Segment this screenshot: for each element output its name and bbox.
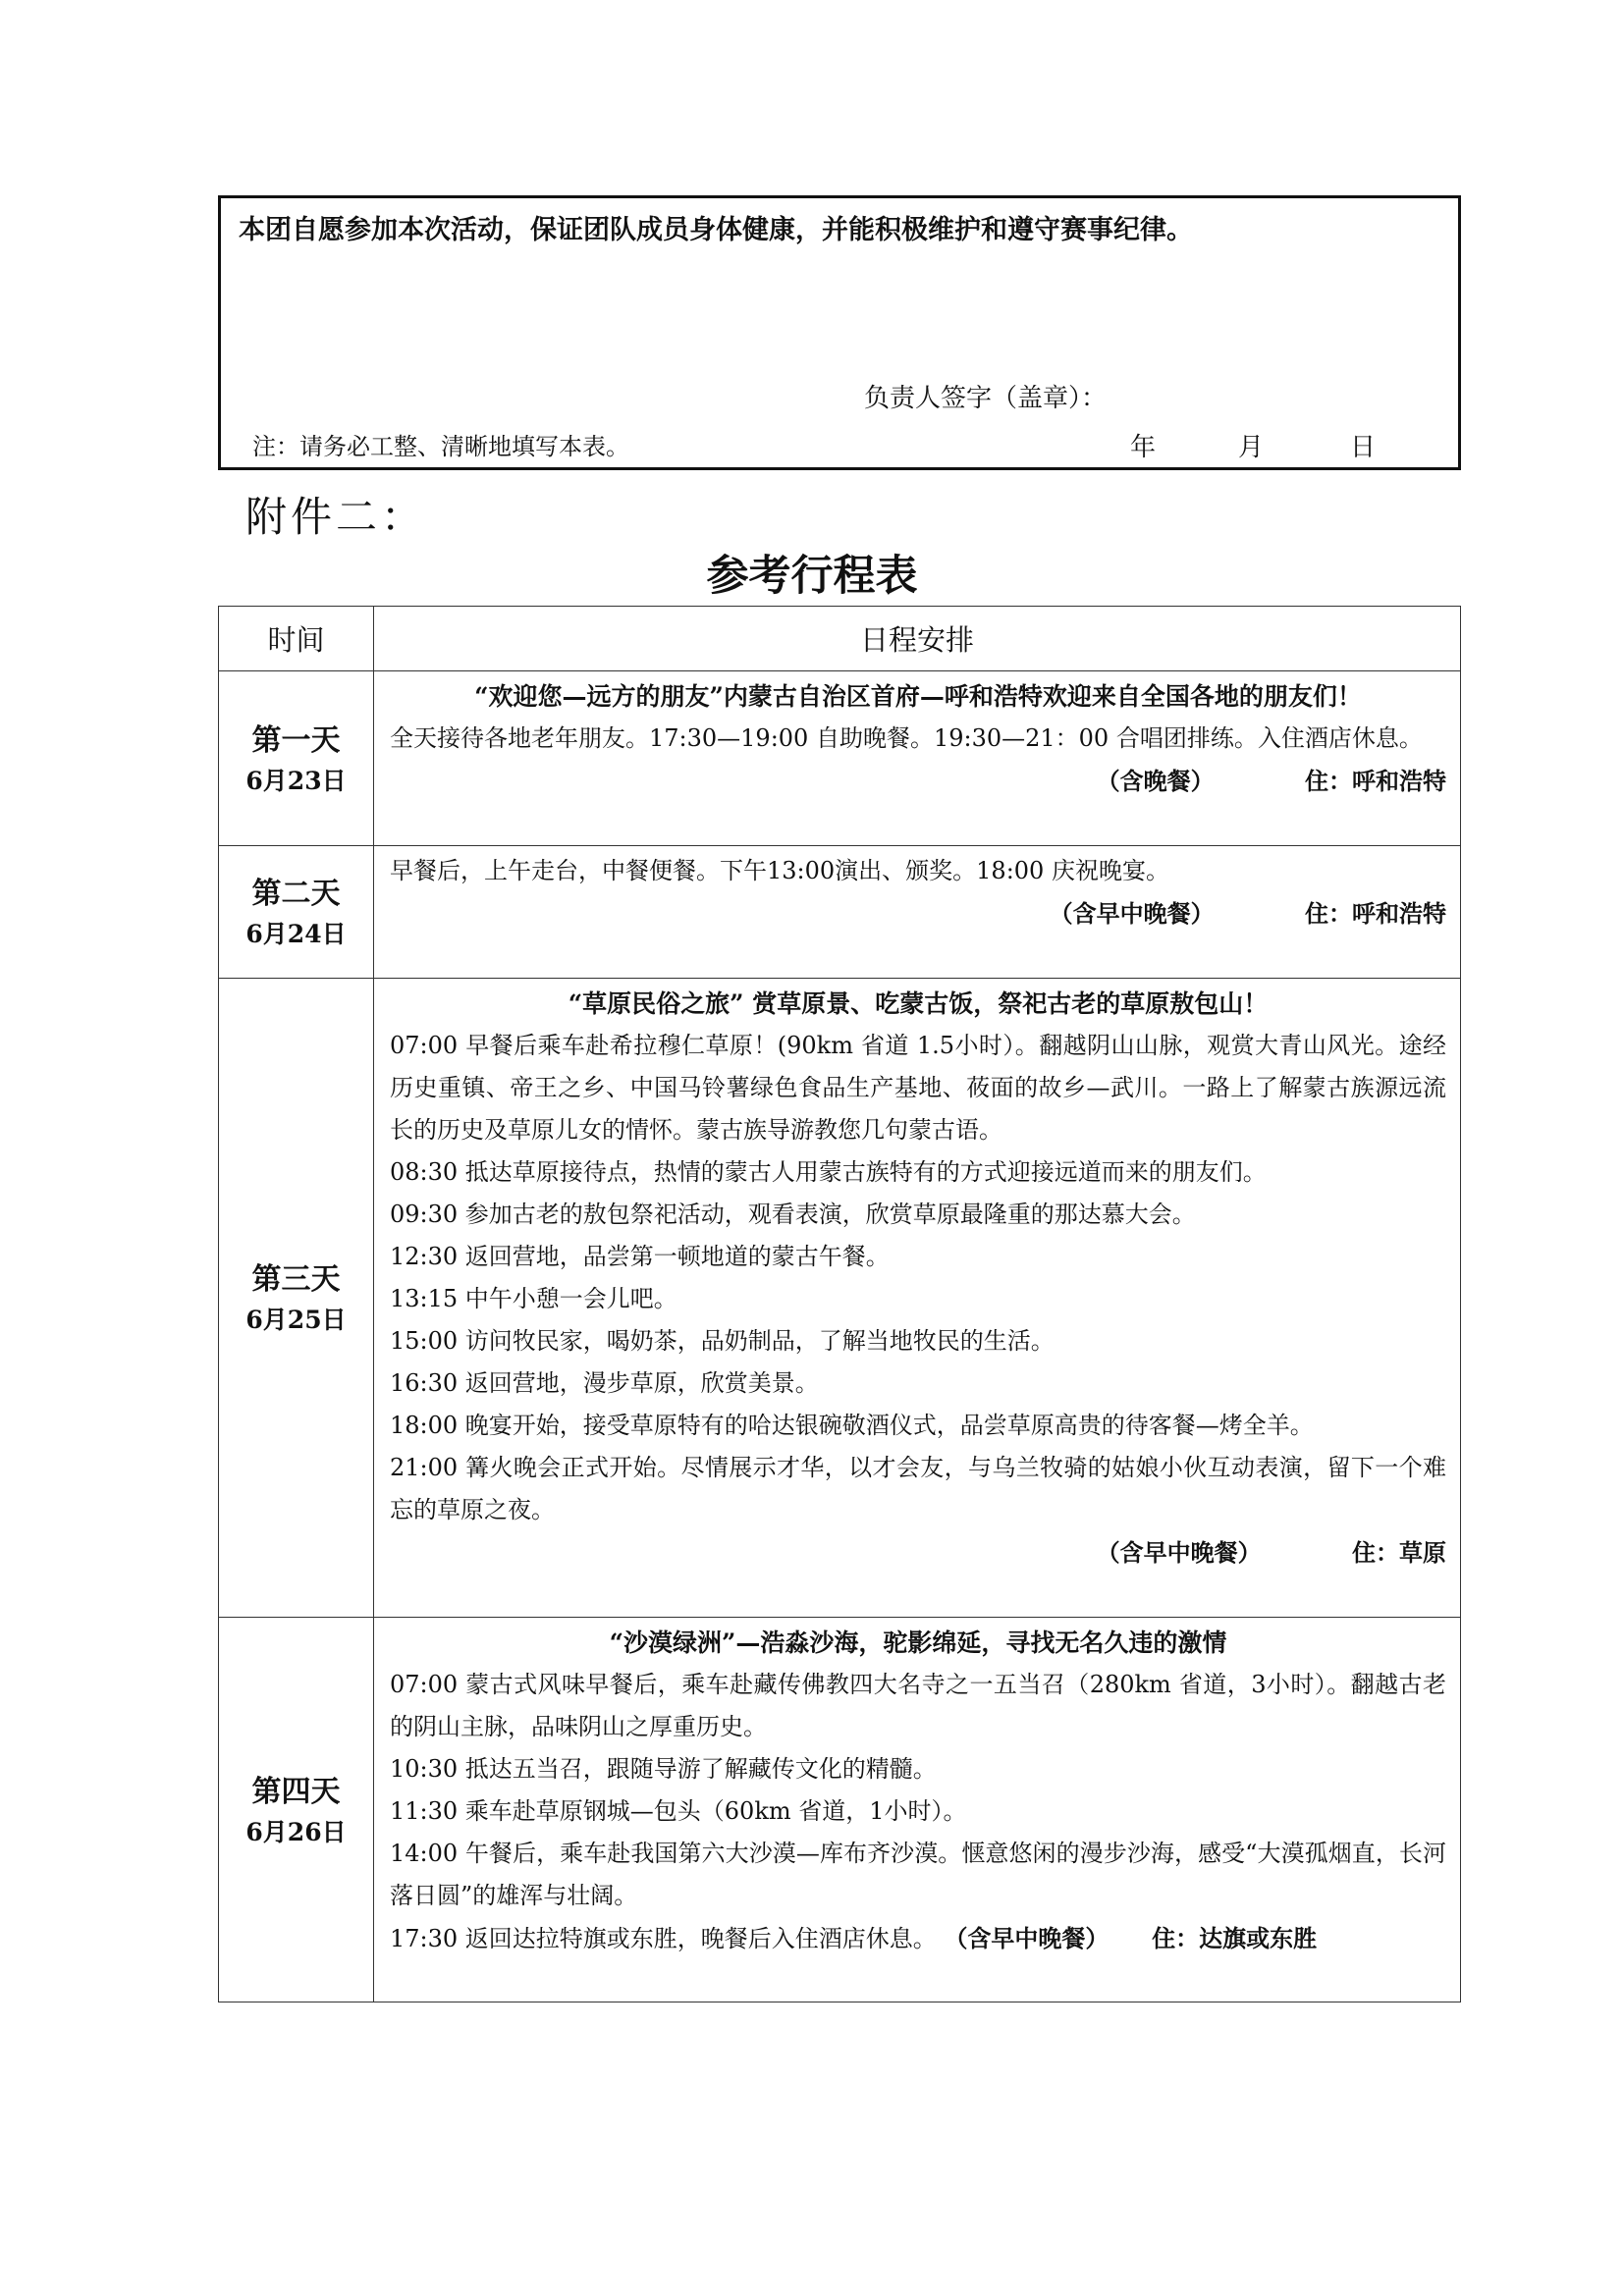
form-note: 注：请务必工整、清晰地填写本表。 xyxy=(252,433,629,460)
day-line: 17:30 返回达拉特旗或东胜，晚餐后入住酒店休息。 xyxy=(390,1925,937,1952)
meals-info: （含早中晚餐） xyxy=(1096,1538,1250,1567)
day-meals-stay xyxy=(390,892,1446,934)
day-cell xyxy=(219,1618,374,2002)
day-line: 18:00 晚宴开始，接受草原特有的哈达银碗敬酒仪式，品尝草原高贵的待客餐—烤全羊。 xyxy=(390,1412,1314,1439)
table-row xyxy=(219,1618,1461,2002)
schedule-table xyxy=(218,606,1461,2002)
day-content xyxy=(374,671,1461,846)
schedule-title: 参考行程表 xyxy=(706,552,918,601)
day-cell xyxy=(219,671,374,846)
day-line: 07:00 蒙古式风味早餐后，乘车赴藏传佛教四大名寺之一五当召（280km 省道，3小时）。翻越古老的阴山主脉，品味阴山之厚重历史。 xyxy=(390,1671,1446,1740)
day-date: 6月24日 xyxy=(245,920,347,948)
day-date: 6月25日 xyxy=(245,1306,347,1334)
day-line-with-meals xyxy=(390,1917,1446,1960)
day-line: 16:30 返回营地，漫步草原，欣赏美景。 xyxy=(390,1369,819,1397)
day-line: 12:30 返回营地，品尝第一顿地道的蒙古午餐。 xyxy=(390,1243,890,1270)
day-name: 第四天 xyxy=(251,1774,341,1809)
declaration-box xyxy=(218,195,1461,470)
day-line: 全天接待各地老年朋友。17:30—19:00 自助晚餐。19:30—21：00 合唱团排练。入住酒店休息。 xyxy=(390,724,1423,752)
declaration-statement: 本团自愿参加本次活动，保证团队成员身体健康，并能积极维护和遵守赛事纪律。 xyxy=(239,215,1193,245)
day-line: 10:30 抵达五当召，跟随导游了解藏传文化的精髓。 xyxy=(390,1755,937,1783)
day-line: 09:30 参加古老的敖包祭祀活动，观看表演，欣赏草原最隆重的那达慕大会。 xyxy=(390,1201,1196,1228)
meals-info: （含早中晚餐） xyxy=(1049,899,1203,928)
day-cell xyxy=(219,979,374,1618)
date-month-label: 月 xyxy=(1238,433,1265,462)
meals-info: （含早中晚餐） xyxy=(944,1924,1098,1952)
date-year-label: 年 xyxy=(1130,433,1157,462)
table-row xyxy=(219,846,1461,979)
day-line: 13:15 中午小憩一会儿吧。 xyxy=(390,1285,677,1312)
stay-info: 住：呼和浩特 xyxy=(1305,767,1446,795)
stay-info: 住：草原 xyxy=(1352,1538,1446,1567)
date-day-label: 日 xyxy=(1350,433,1377,462)
day-content xyxy=(374,846,1461,979)
meals-info: （含晚餐） xyxy=(1096,767,1203,795)
day-line: 早餐后，上午走台，中餐便餐。下午13:00演出、颁奖。18:00 庆祝晚宴。 xyxy=(390,857,1169,884)
day-date: 6月26日 xyxy=(245,1817,347,1846)
day-line: 14:00 午餐后，乘车赴我国第六大沙漠—库布齐沙漠。惬意悠闲的漫步沙海，感受“大漠孤烟直，长河落日圆”的雄浑与壮阔。 xyxy=(390,1840,1446,1909)
day-heading: “欢迎您—远方的朋友”内蒙古自治区首府—呼和浩特欢迎来自全国各地的朋友们！ xyxy=(474,682,1362,711)
day-line: 15:00 访问牧民家，喝奶茶，品奶制品，了解当地牧民的生活。 xyxy=(390,1327,1055,1355)
day-heading: “草原民俗之旅” 赏草原景、吃蒙古饭，祭祀古老的草原敖包山！ xyxy=(568,989,1269,1018)
signature-label: 负责人签字（盖章）： xyxy=(864,384,1108,413)
day-content xyxy=(374,979,1461,1618)
day-date: 6月23日 xyxy=(245,766,347,795)
day-name: 第一天 xyxy=(251,722,341,758)
table-row xyxy=(219,671,1461,846)
day-cell xyxy=(219,846,374,979)
day-name: 第二天 xyxy=(251,877,341,911)
header-time: 时间 xyxy=(219,607,374,671)
header-arrangement: 日程安排 xyxy=(374,607,1461,671)
day-line: 21:00 篝火晚会正式开始。尽情展示才华，以才会友，与乌兰牧骑的姑娘小伙互动表演，留下一个难忘的草原之夜。 xyxy=(390,1454,1446,1523)
table-header-row xyxy=(219,607,1461,671)
day-content xyxy=(374,1618,1461,2002)
stay-info: 住：达旗或东胜 xyxy=(1152,1924,1318,1952)
stay-info: 住：呼和浩特 xyxy=(1305,899,1446,928)
attachment-label: 附件二： xyxy=(245,493,427,541)
day-name: 第三天 xyxy=(251,1262,341,1297)
day-heading: “沙漠绿洲”—浩淼沙海，驼影绵延，寻找无名久违的激情 xyxy=(609,1629,1227,1657)
day-meals-stay xyxy=(390,1531,1446,1574)
day-line: 07:00 早餐后乘车赴希拉穆仁草原！(90km 省道 1.5小时）。翻越阴山山脉，观赏大青山风光。途经历史重镇、帝王之乡、中国马铃薯绿色食品生产基地、莜面的故乡—武川。一路上了解蒙古族源远流长的历史及草原儿女的情怀。蒙古族导游教您几句蒙古语。 xyxy=(390,1032,1446,1144)
day-line: 08:30 抵达草原接待点，热情的蒙古人用蒙古族特有的方式迎接远道而来的朋友们。 xyxy=(390,1158,1267,1186)
day-meals-stay xyxy=(390,760,1446,802)
table-row xyxy=(219,979,1461,1618)
day-line: 11:30 乘车赴草原钢城—包头（60km 省道，1小时）。 xyxy=(390,1797,967,1825)
